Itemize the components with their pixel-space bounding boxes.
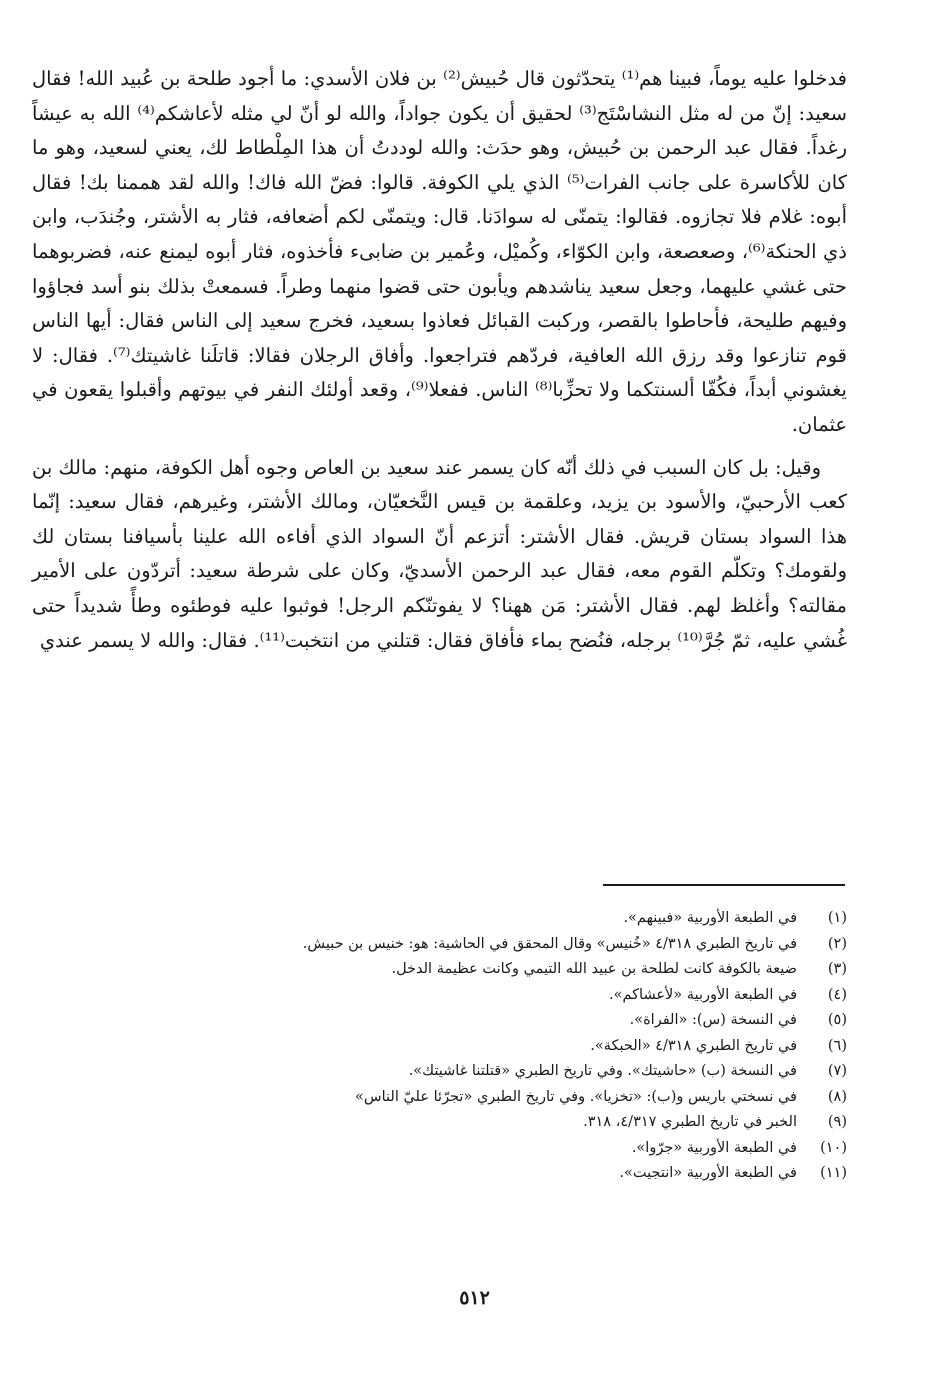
- footnote: [87, 957, 847, 983]
- footnote-number: (٣): [827, 961, 847, 977]
- footnote: [87, 1110, 847, 1136]
- footnote-number: (٧): [827, 1063, 847, 1079]
- footnote: [87, 1161, 847, 1187]
- footnote: [87, 1136, 847, 1162]
- paragraph: فدخلوا عليه يوماً، فبينا هم⁽¹⁾ يتحدّثون قال حُبيش⁽²⁾ بن فلان الأسدي: ما أجود طلحة بن عُبيد الله! فقال سعيد: إنّ من له مثل النشاسْتَج⁽³⁾ لحقيق أن يكون جواداً، والله لو أنّ لي مثله لأعاشكم⁽⁴⁾ الله به عيشاً رغداً. فقال عبد الرحمن بن حُبيش، وهو حدَث: والله لوددتُ أن هذا المِلْطاط لك، يعني لسعيد، وهو ما كان للأكاسرة على جانب الفرات⁽⁵⁾ الذي يلي الكوفة. قالوا: فضّ الله فاك! والله لقد هممنا بك! فقال أبوه: غلام فلا تجازوه. فقالوا: يتمنّى له سوادَنا. قال: ويتمنّى لكم أضعافه، فثار به الأشتر، وجُندَب، وابن ذي الحنكة⁽⁶⁾، وصعصعة، وابن الكوّاء، وكُميْل، وعُمير بن ضابىء فأخذوه، فثار أبوه ليمنع عنه، فضربوهما حتى غشي عليهما، وجعل سعيد يناشدهم ويأبون حتى قضوا منهما وطراً. فسمعتْ بذلك بنو أسد فجاؤوا وفيهم طليحة، فأحاطوا بالقصر، وركبت القبائل فعاذوا بسعيد، فخرج سعيد إلى الناس فقال: أيها الناس قوم تنازعوا وقد رزق الله العافية، فردّهم فتراجعوا. وأفاق الرجلان فقالا: قاتلَنا غاشيتك⁽⁷⁾. فقال: لا يغشوني أبداً، فكُفّا ألسنتكما ولا تحزِّبا⁽⁸⁾ الناس. ففعلا⁽⁹⁾، وقعد أولئك النفر في بيوتهم وأقبلوا يقعون في عثمان.: [32, 67, 847, 436]
- footnote-number: (٢): [827, 935, 847, 952]
- footnote-number: (٤): [827, 986, 847, 1003]
- footnote-number: (١١): [820, 1165, 847, 1181]
- footnote-text: في نسختي باريس و(ب): «تخزيا». وفي تاريخ الطبري «تجرّئا عليّ الناس»: [355, 1088, 797, 1105]
- footnote-number: (٩): [827, 1114, 847, 1130]
- footnote: [87, 932, 847, 958]
- footnote-text: في تاريخ الطبري ٤/٣١٨ «خُنيس» وقال المحقق في الحاشية: هو: خنيس بن حبيش.: [302, 935, 797, 952]
- page-number: ٥١٢: [459, 1287, 490, 1309]
- footnote-text: في الطبعة الأوربية «انتجيت».: [619, 1165, 797, 1181]
- footnote-text: في الطبعة الأوربية «جرّوا».: [631, 1139, 797, 1156]
- footnote-text: في الطبعة الأوربية «لأعشاكم».: [609, 986, 797, 1003]
- paragraph: وقيل: بل كان السبب في ذلك أنّه كان يسمر عند سعيد بن العاص وجوه أهل الكوفة، منهم: مالك بن كعب الأرحبيّ، والأسود بن يزيد، وعلقمة بن قيس النَّخعيّان، ومالك الأشتر، وغيرهم، فقال سعيد: إنّما هذا السواد بستان قريش. فقال الأشتر: أتزعم أنّ السواد الذي أفاءه الله علينا بأسيافنا بستان لك ولقومك؟ وتكلّم القوم معه، فقال عبد الرحمن الأسديّ، وكان على شرطة سعيد: أتردّون على الأمير مقالته؟ وأغلظ لهم. فقال الأشتر: مَن ههنا؟ لا يفوتنّكم الرجل! فوثبوا عليه فوطئوه وطأً شديداً حتى غُشي عليه، ثمّ جُرَّ⁽¹⁰⁾ برجله، فنُضح بماء فأفاق فقال: قتلني من انتخبت⁽¹¹⁾. فقال: والله لا يسمر عندي: [32, 455, 847, 652]
- footnote-text: في الطبعة الأوربية «فبينهم».: [623, 910, 797, 926]
- footnote-number: (٥): [827, 1012, 847, 1028]
- footnote-text: الخبر في تاريخ الطبري ٤/٣١٧، ٣١٨.: [583, 1114, 797, 1130]
- footnote-text: في النسخة (س): «الفراة».: [629, 1012, 797, 1028]
- footnote-number: (٨): [827, 1088, 847, 1105]
- footnote-text: في تاريخ الطبري ٤/٣١٨ «الحبكة».: [590, 1037, 797, 1054]
- main-text: [32, 62, 847, 658]
- footnote-number: (١٠): [820, 1139, 847, 1156]
- footnote-divider: [603, 884, 845, 886]
- footnote: [87, 1085, 847, 1111]
- footnote: [87, 906, 847, 932]
- footnotes: [87, 906, 847, 1187]
- footnote: [87, 1059, 847, 1085]
- footnote: [87, 1008, 847, 1034]
- footnote-text: في النسخة (ب) «حاشيتك». وفي تاريخ الطبري «قتلتنا غاشيتك».: [408, 1063, 797, 1079]
- footnote-text: ضيعة بالكوفة كانت لطلحة بن عبيد الله التيمي وكانت عظيمة الدخل.: [391, 961, 797, 977]
- footnote: [87, 1034, 847, 1060]
- footnote-number: (١): [827, 910, 847, 926]
- footnote-number: (٦): [827, 1037, 847, 1054]
- footnote: [87, 983, 847, 1009]
